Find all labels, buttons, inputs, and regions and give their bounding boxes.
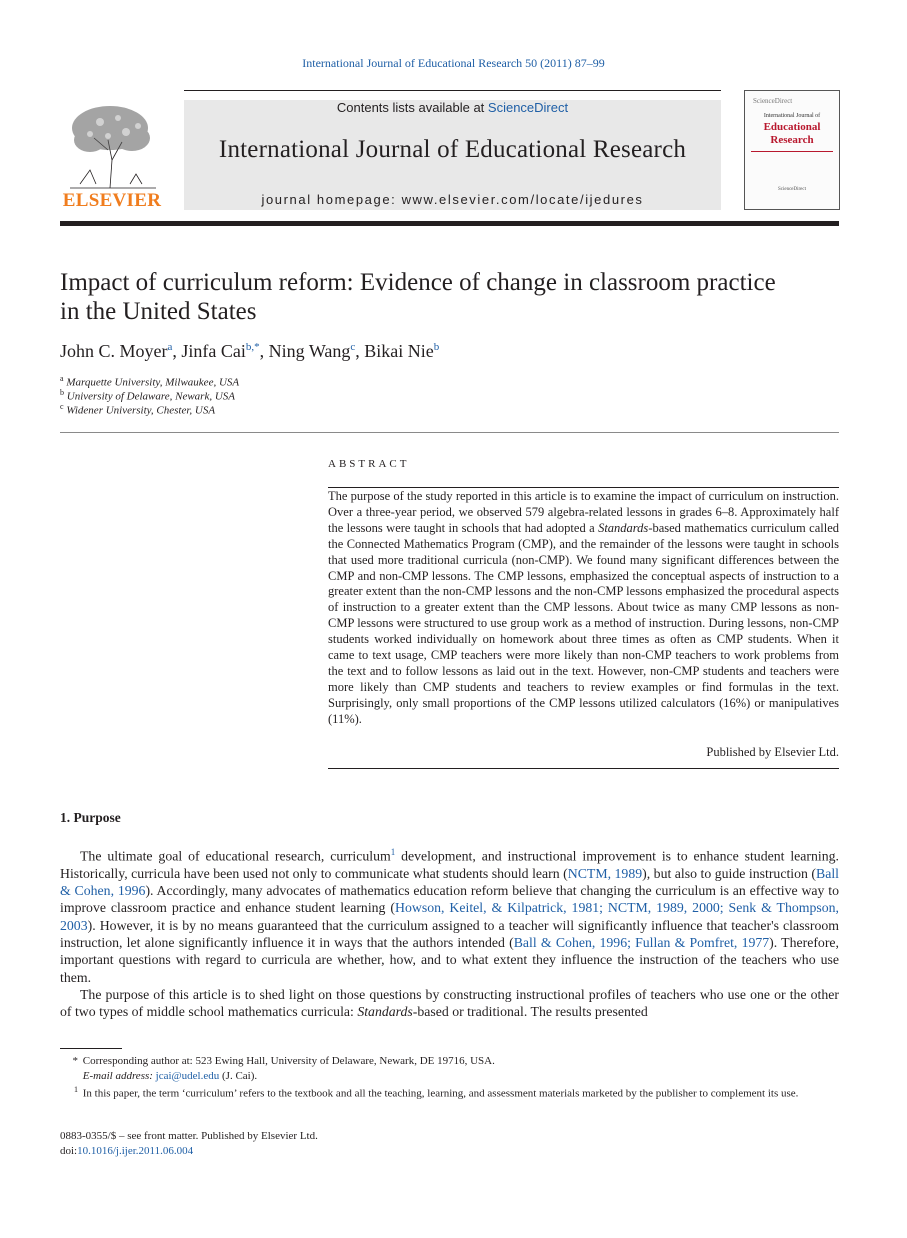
journal-cover-thumbnail	[744, 90, 840, 210]
text-italic: Standards	[357, 1004, 413, 1020]
doi-prefix: doi:	[60, 1145, 78, 1157]
author-affil-link[interactable]: c	[350, 341, 356, 353]
affiliation	[60, 402, 215, 417]
author-separator: ,	[259, 341, 269, 361]
contents-line	[184, 100, 721, 115]
footnote-marker: *	[72, 1055, 78, 1067]
author-list	[60, 341, 840, 362]
text-run: The purpose of this article is to shed light on those questions by constructing instructional profiles of teachers who use one or the other of two types of middle school mathematics curricula:	[60, 986, 839, 1020]
author-separator: ,	[355, 341, 365, 361]
footnote-1	[60, 1083, 839, 1101]
cover-footer: ScienceDirect	[777, 187, 807, 192]
author-separator: ,	[172, 341, 182, 361]
text-run: ). However, it is by no means guaranteed that the curriculum assigned to a teacher will significantly influence that teacher's classroom instruction, let alone significantly influence it in ways that the authors intended (	[60, 917, 839, 951]
citation-link[interactable]: Howson, Keitel, & Kilpatrick, 1981; NCTM, 1989, 2000; Senk & Thompson, 2003	[60, 900, 840, 933]
article-title	[60, 268, 840, 326]
text-run: ). Therefore, important questions with regard to curricula are whether, how, and to what extent they influence the instruction of the teachers who use them.	[60, 935, 839, 985]
title-line-2: in the United States	[60, 298, 257, 325]
footnote-text: In this paper, the term ‘curriculum’ refers to the textbook and all the teaching, learning, and assessment materials marketed by the publisher to complement its use.	[82, 1087, 799, 1100]
author-affil-link[interactable]: a	[167, 341, 173, 353]
text-run: ), but also to guide instruction (	[642, 865, 816, 881]
text-run: ). Accordingly, many advocates of mathematics education reform believe that changing the curriculum is an effective way to improve classroom practice and enhance student learning (	[60, 883, 839, 916]
doi-link[interactable]: 10.1016/j.ijer.2011.06.004	[77, 1145, 194, 1157]
footnote-rule	[60, 1048, 122, 1049]
affiliation	[60, 374, 239, 389]
cover-rule	[751, 151, 833, 152]
cover-brand: ScienceDirect	[753, 97, 793, 105]
elsevier-wordmark: ELSEVIER	[62, 190, 162, 211]
issn-line: 0883-0355/$ – see front matter. Published by Elsevier Ltd.	[60, 1130, 318, 1142]
front-matter	[60, 1129, 318, 1159]
author-name: Ning Wang	[268, 341, 351, 361]
author-name: Jinfa Cai	[181, 341, 246, 361]
author-affil-link[interactable]: b	[433, 341, 440, 353]
abstract-text	[328, 489, 839, 728]
author-affil-link[interactable]: b,*	[245, 341, 260, 353]
affiliation-text: Widener University, Chester, USA	[66, 404, 216, 417]
journal-reference[interactable]: International Journal of Educational Research 50 (2011) 87–99	[302, 56, 605, 70]
author-name: Bikai Nie	[364, 341, 434, 361]
citation-link[interactable]: Ball & Cohen, 1996	[60, 865, 839, 899]
text-run: -based or traditional. The results presented	[412, 1004, 648, 1020]
cover-title-small: International Journal of	[763, 113, 821, 119]
section-body	[60, 844, 839, 1021]
affiliation-marker: b	[60, 388, 64, 397]
footnote-marker	[60, 1083, 80, 1101]
doi-line	[60, 1144, 318, 1159]
author-name: John C. Moyer	[60, 341, 168, 361]
footnote-email	[60, 1069, 839, 1084]
footnote-ref-link[interactable]: 1	[390, 847, 396, 857]
email-suffix: (J. Cai).	[219, 1069, 258, 1082]
footnotes	[60, 1054, 839, 1101]
abstract-part-2: -based mathematics curriculum called the Connected Mathematics Program (CMP), and the remainder of the lessons were taught in schools that used more traditional curricula (non-CMP). We found many significant differences between the CMP and non-CMP lessons. The CMP lessons, emphasized the conceptual aspects of instruction to a greater extent than the non-CMP lessons and the non-CMP lessons emphasized the procedural aspects of instruction to a greater extent than the CMP lessons. About twice as many CMP lessons as non-CMP lessons were structured to use group work as a method of instruction. During lessons, non-CMP students worked individually on homework about three times as often as CMP students. When it came to text usage, CMP teachers were more likely than non-CMP teachers to work problems from the text and to follow lessons as laid out in the text. However, non-CMP students and teachers were more likely than CMP students and teachers to review examples or find formulas in the text. Surprisingly, only small proportions of the CMP lessons utilized calculators (16%) or manipulatives (11%).	[328, 520, 839, 726]
footnote-text: Corresponding author at: 523 Ewing Hall, University of Delaware, Newark, DE 19716, USA.	[82, 1055, 495, 1067]
email-link[interactable]: jcai@udel.edu	[155, 1069, 220, 1082]
affiliation-rule	[60, 432, 839, 433]
affiliation-marker: c	[60, 402, 64, 411]
affiliation-marker: a	[60, 374, 64, 383]
header-top-rule	[184, 90, 721, 91]
affiliation-text: University of Delaware, Newark, USA	[66, 390, 235, 403]
paragraph	[60, 986, 839, 1021]
sciencedirect-link[interactable]: ScienceDirect	[487, 100, 569, 115]
abstract-italic: Standards	[598, 520, 649, 535]
footnote-number: 1	[74, 1085, 78, 1094]
abstract-heading: ABSTRACT	[328, 458, 410, 470]
header-thick-rule	[60, 221, 839, 226]
citation-link[interactable]: NCTM, 1989	[567, 865, 643, 881]
title-line-1: Impact of curriculum reform: Evidence of change in classroom practice	[60, 269, 776, 296]
email-label: E-mail address:	[82, 1069, 153, 1082]
paragraph	[60, 844, 839, 986]
affiliation	[60, 388, 235, 403]
footnote-corresponding	[60, 1054, 839, 1069]
text-run: development, and instructional improvement is to enhance student learning. Historically, curricula have been used not only to communicate what students should learn (	[60, 848, 839, 881]
section-heading: 1. Purpose	[60, 810, 121, 825]
citation-link[interactable]: Ball & Cohen, 1996; Fullan & Pomfret, 1977	[513, 935, 770, 951]
cover-title-line2: Research	[770, 134, 814, 146]
journal-homepage[interactable]: journal homepage: www.elsevier.com/locate/ijedures	[261, 192, 644, 207]
contents-prefix: Contents lists available at	[336, 100, 488, 115]
journal-name: International Journal of Educational Research	[218, 136, 687, 163]
text-run: The ultimate goal of educational research, curriculum	[80, 848, 391, 864]
affiliation-text: Marquette University, Milwaukee, USA	[66, 376, 240, 389]
abstract-top-rule	[328, 487, 839, 488]
cover-title-line1: Educational	[763, 121, 821, 133]
abstract-publisher: Published by Elsevier Ltd.	[706, 745, 839, 759]
abstract-part-1: The purpose of the study reported in this article is to examine the impact of curriculum on instruction. Over a three-year period, we observed 579 algebra-related lessons in grades 6–8. Approximately half the lessons were taught in schools that had adopted a	[328, 489, 839, 535]
abstract-bottom-rule	[328, 768, 839, 769]
